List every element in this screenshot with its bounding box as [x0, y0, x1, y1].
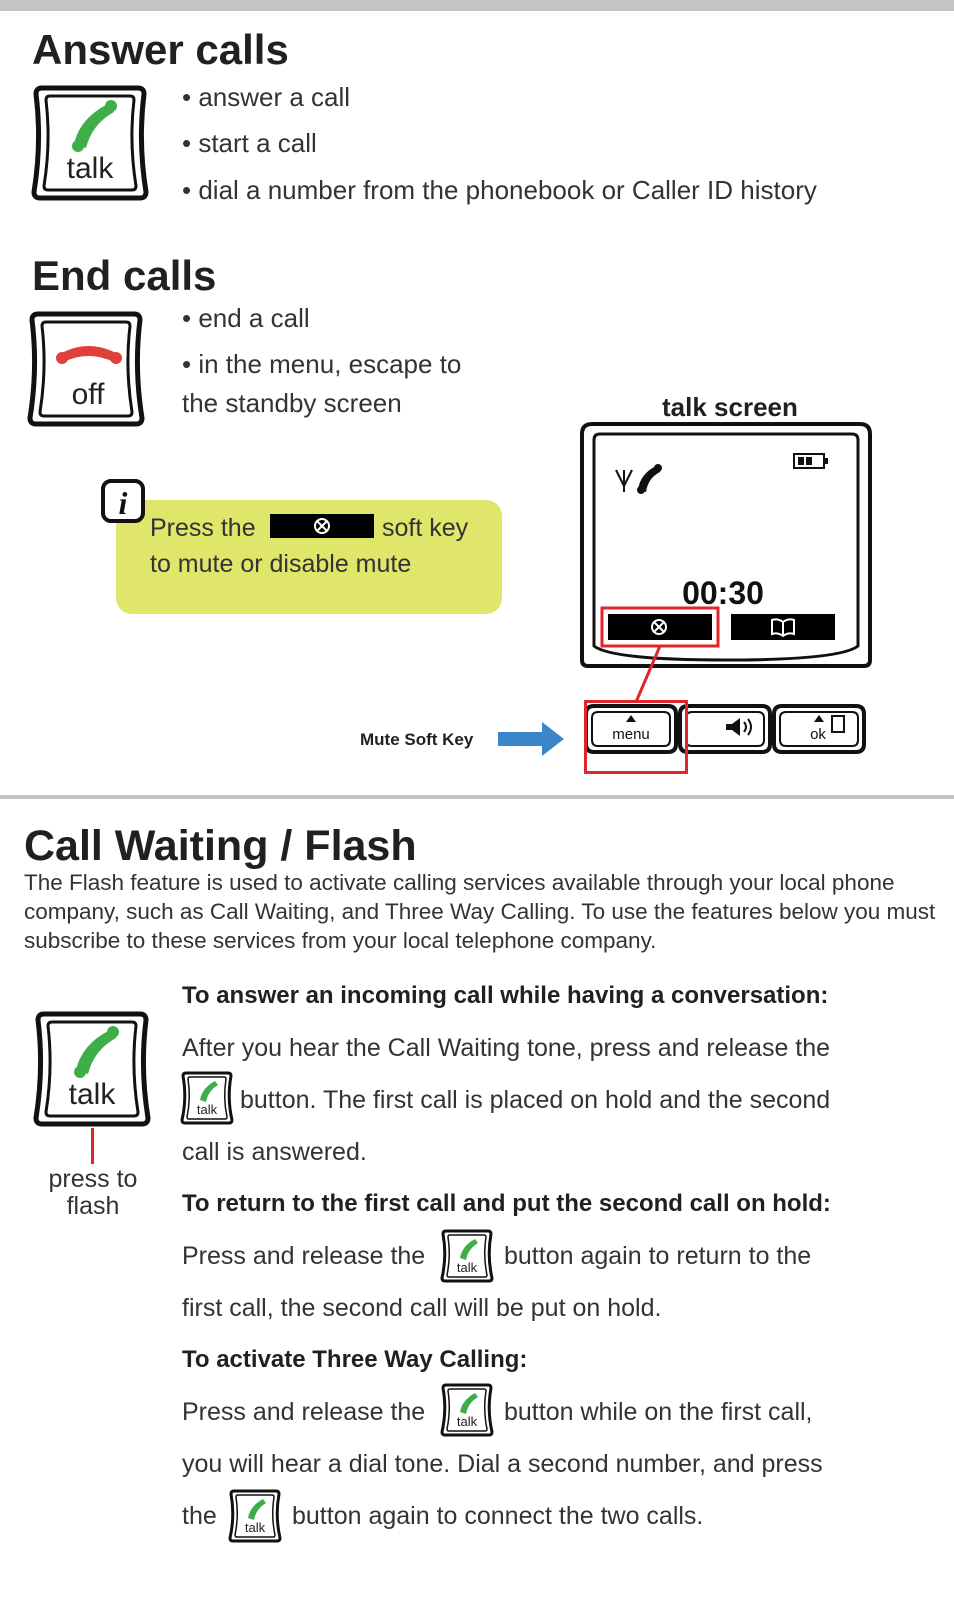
mute-soft-key-inline — [270, 514, 374, 538]
top-divider-bar — [0, 0, 954, 11]
mute-soft-key-callout: Mute Soft Key — [360, 730, 474, 749]
talk-key-icon — [30, 82, 150, 202]
call-timer: 00:30 — [682, 575, 764, 611]
arrow-right-icon — [496, 720, 566, 758]
answer-bullet-1: • answer a call — [182, 82, 351, 112]
handset-screen-illustration — [578, 420, 874, 670]
talk-key-label: talk — [66, 152, 114, 185]
mute-icon — [312, 516, 332, 536]
note-line-1-start: Press the — [150, 514, 256, 542]
return-first-call-heading: To return to the first call and put the second call on hold: — [182, 1190, 831, 1217]
menu-key-highlight — [584, 700, 688, 774]
return-first-call-line-1-start: Press and release the — [182, 1242, 426, 1270]
svg-text:talk: talk — [196, 1102, 218, 1117]
three-way-heading: To activate Three Way Calling: — [182, 1346, 528, 1373]
section-divider — [0, 795, 954, 799]
call-waiting-heading: Call Waiting / Flash — [24, 822, 417, 870]
ok-key — [774, 706, 864, 752]
talk-screen-label: talk screen — [662, 392, 798, 422]
svg-text:talk: talk — [456, 1260, 478, 1275]
answer-incoming-line-1: After you hear the Call Waiting tone, press and release the — [182, 1034, 831, 1062]
flash-talk-key-icon — [32, 1008, 152, 1128]
mini-talk-key-icon — [180, 1070, 234, 1126]
note-line-1-end: soft key — [382, 514, 469, 542]
redial-icon — [832, 716, 844, 732]
menu-key-label: menu — [612, 726, 650, 743]
end-bullet-2: • in the menu, escape to — [182, 349, 462, 379]
svg-text:talk: talk — [456, 1414, 478, 1429]
three-way-line-1-end: button while on the first call, — [504, 1398, 813, 1426]
three-way-line-1-start: Press and release the — [182, 1398, 426, 1426]
flash-talk-key-label: talk — [68, 1078, 116, 1111]
off-key-icon — [26, 308, 146, 428]
mini-talk-key-icon — [440, 1382, 494, 1438]
speaker-key — [680, 706, 770, 752]
three-way-line-3-end: button again to connect the two calls. — [292, 1502, 704, 1530]
three-way-line-3-start: the — [182, 1502, 217, 1530]
off-key-label: off — [71, 378, 105, 411]
answer-bullet-3: • dial a number from the phonebook or Caller ID history — [182, 175, 817, 205]
end-calls-heading: End calls — [32, 252, 217, 299]
answer-incoming-heading: To answer an incoming call while having a conversation: — [182, 982, 829, 1009]
ok-key-label: ok — [810, 726, 826, 743]
battery-icon — [794, 454, 828, 468]
note-line-2: to mute or disable mute — [150, 550, 412, 578]
info-icon — [100, 478, 146, 524]
answer-bullet-2: • start a call — [182, 128, 317, 158]
answer-incoming-line-2: button. The first call is placed on hold and the second — [240, 1086, 831, 1114]
call-waiting-intro: The Flash feature is used to activate calling services available through your local phone company, such as Call Waiting, and Three Way Calling. To use the features below you must subscribe to these services from your local telephone company. — [24, 870, 936, 953]
mini-talk-key-icon — [440, 1228, 494, 1284]
end-bullet-3: the standby screen — [182, 388, 402, 418]
answer-calls-heading: Answer calls — [32, 26, 289, 73]
three-way-line-2: you will hear a dial tone. Dial a second number, and press — [182, 1450, 823, 1478]
return-first-call-line-2: first call, the second call will be put on hold. — [182, 1294, 662, 1322]
press-to-flash-label: press to flash — [48, 1165, 138, 1220]
flash-pointer-line — [91, 1128, 94, 1164]
end-bullet-1: • end a call — [182, 303, 310, 333]
mini-talk-key-icon — [228, 1488, 282, 1544]
svg-text:talk: talk — [244, 1520, 266, 1535]
svg-text:i: i — [118, 485, 128, 521]
callout-connector-line — [630, 644, 670, 704]
answer-incoming-line-3: call is answered. — [182, 1138, 367, 1166]
return-first-call-line-1-end: button again to return to the — [504, 1242, 812, 1270]
